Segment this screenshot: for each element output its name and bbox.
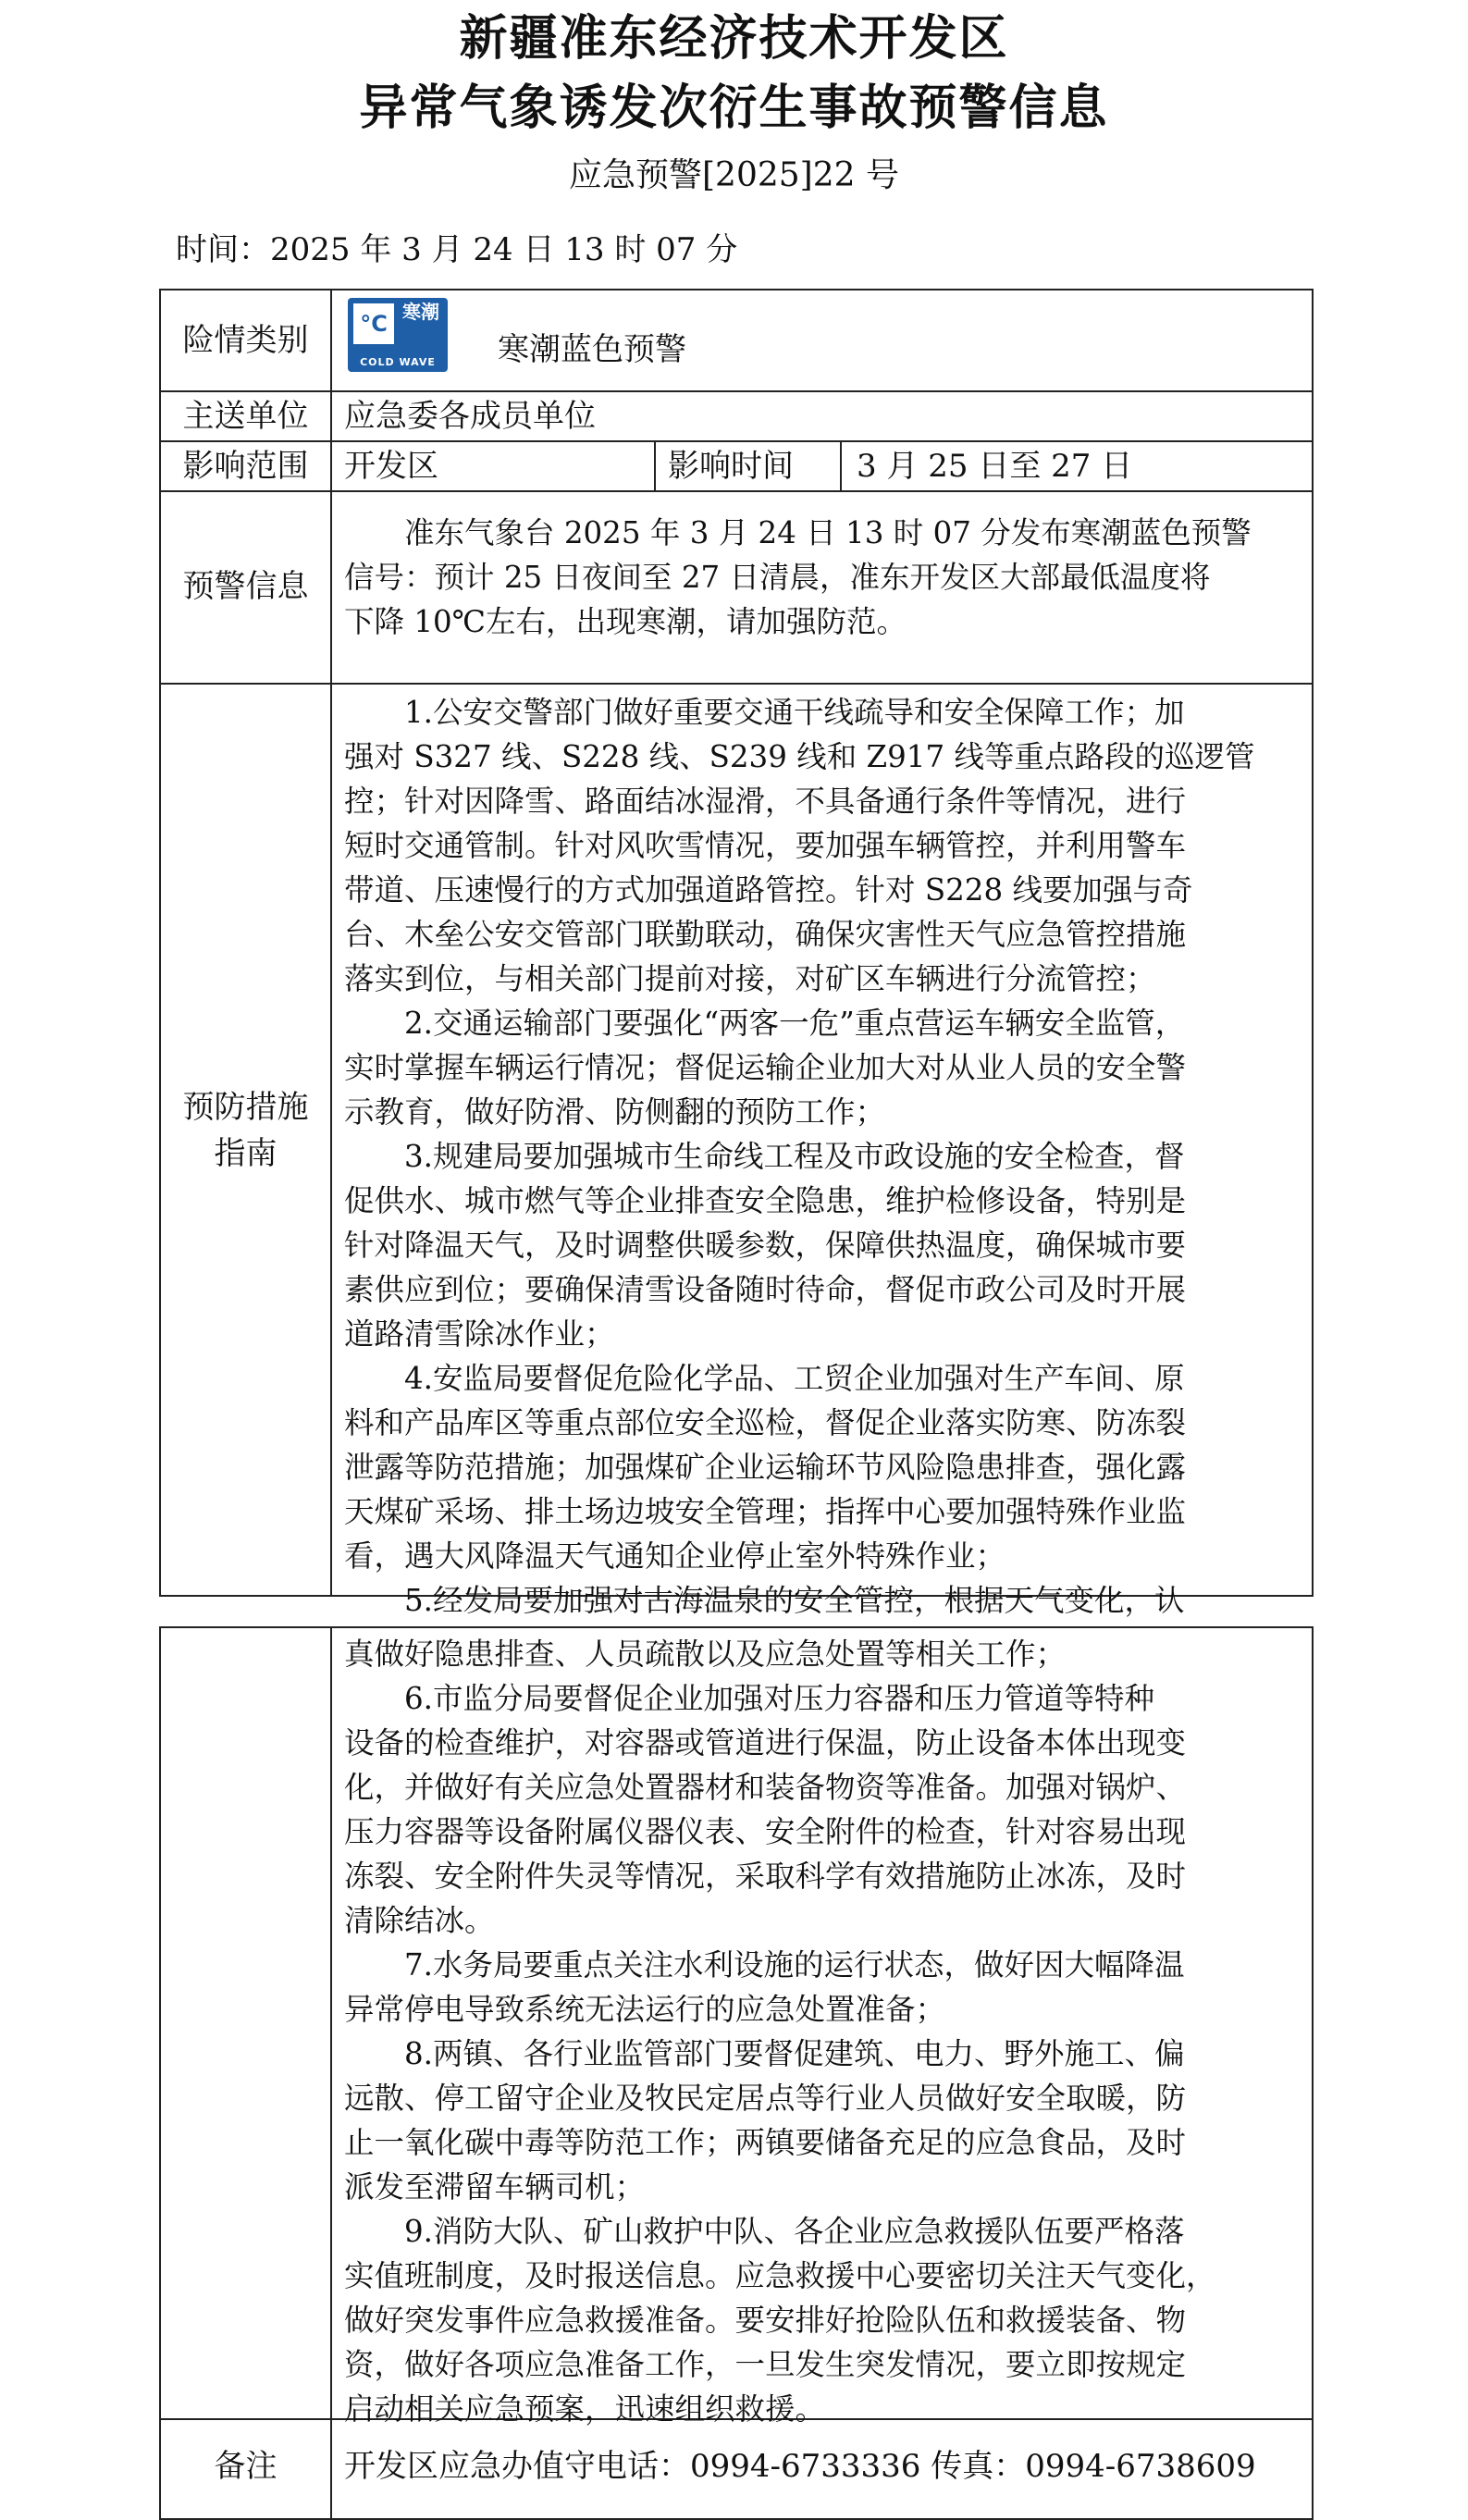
remarks-value: 开发区应急办值守电话：0994-6733336 传真：0994-6738609 [344, 2448, 1256, 2485]
warning-info-label: 预警信息 [182, 568, 309, 605]
document-title-line1: 新疆准东经济技术开发区 [459, 11, 1009, 67]
warning-table-part2 [159, 1626, 1314, 2520]
impact-time-label: 影响时间 [668, 448, 794, 485]
scope-value: 开发区 [344, 448, 438, 485]
category-label: 险情类别 [182, 322, 309, 359]
row-divider [161, 390, 1312, 392]
badge-text: 寒潮 [402, 301, 439, 323]
row-divider [161, 683, 1312, 685]
warning-info-text: 准东气象台 2025 年 3 月 24 日 13 时 07 分发布寒潮蓝色预警 信号：预计 25 日夜间至 27 日清晨，准东开发区大部最低温度将 下降 10℃左右，出现寒潮，请加强防范。 [344, 515, 1252, 639]
scope-label: 影响范围 [182, 448, 309, 485]
column-divider [840, 440, 842, 490]
cold-wave-blue-signal-icon [348, 298, 448, 372]
recipient-label: 主送单位 [182, 398, 309, 435]
warning-table-part1 [159, 289, 1314, 1618]
badge-english: COLD WAVE [360, 356, 436, 368]
row-divider [161, 490, 1312, 492]
measures-label: 预防措施 指南 [182, 1089, 309, 1172]
recipient-value: 应急委各成员单位 [344, 398, 596, 435]
column-divider [330, 290, 332, 1595]
remarks-label: 备注 [214, 2448, 278, 2485]
document-number: 应急预警[2025]22 号 [569, 156, 899, 194]
category-value: 寒潮蓝色预警 [498, 331, 686, 368]
issue-time: 时间：2025 年 3 月 24 日 13 时 07 分 [176, 231, 738, 268]
measures-text-part2: 真做好隐患排查、人员疏散以及应急处置等相关工作； 6.市监分局要督促企业加强对压力容器和压力管道等特种 设备的检查维护，对容器或管道进行保温，防止设备本体出现变 化，并做好有关应急处置器材和装备物资等准备。加强对锅炉、 压力容器等设备附属仪器仪表、安全附件的检查，针对容易出现 冻裂、安全附件失灵等情况，采取科学有效措施防止冰冻，及时 清除结冰。 7.水务局要重点关注水利设施的运行状态，做好因大幅降温 异常停电导致系统无法运行的应急处置准备； 8.两镇、各行业监管部门要督促建筑、电力、野外施工、偏 远散、停工留守企业及牧民定居点等行业人员做好安全取暖，防 止一氧化碳中毒等防范工作；两镇要储备充足的应急食品，及时 派发至滞留车辆司机； 9.消防大队、矿山救护中队、各企业应急救援队伍要严格落 实值班制度，及时报送信息。应急救援中心要密切关注天气变化， 做好突发事件应急救援准备。要安排好抢险队伍和救援装备、物 资，做好各项应急准备工作，一旦发生突发情况，要立即按规定 启动相关应急预案，迅速组织救援。 [344, 1637, 1216, 2427]
measures-text-part1: 1.公安交警部门做好重要交通干线疏导和安全保障工作；加 强对 S327 线、S228 线、S239 线和 Z917 线等重点路段的巡逻管 控；针对因降雪、路面结冰湿滑，不具备通行条件等情况，进行 短时交通管制。针对风吹雪情况，要加强车辆管控，并利用警车 带道、压速慢行的方式加强道路管控。针对 S228 线要加强与奇 台、木垒公安交管部门联勤联动，确保灾害性天气应急管控措施 落实到位，与相关部门提前对接，对矿区车辆进行分流管控； 2.交通运输部门要强化“两客一危”重点营运车辆安全监管， 实时掌握车辆运行情况；督促运输企业加大对从业人员的安全警 示教育，做好防滑、防侧翻的预防工作； 3.规建局要加强城市生命线工程及市政设施的安全检查，督 促供水、城市燃气等企业排查安全隐患，维护检修设备，特别是 针对降温天气，及时调整供暖参数，保障供热温度，确保城市要 素供应到位；要确保清雪设备随时待命，督促市政公司及时开展 道路清雪除冰作业； 4.安监局要督促危险化学品、工贸企业加强对生产车间、原 料和产品库区等重点部位安全巡检，督促企业落实防寒、防冻裂 泄露等防范措施；加强煤矿企业运输环节风险隐患排查，强化露 天煤矿采场、排土场边坡安全管理；指挥中心要加强特殊作业监 看，遇大风降温天气通知企业停止室外特殊作业； 5.经发局要加强对古海温泉的安全管控，根据天气变化，认 [344, 695, 1255, 1618]
document-title-line2: 异常气象诱发次衍生事故预警信息 [359, 80, 1109, 136]
impact-time-value: 3 月 25 日至 27 日 [857, 448, 1133, 485]
column-divider [330, 1628, 332, 2518]
thermometer-icon: °C [353, 303, 394, 344]
column-divider [654, 440, 656, 490]
